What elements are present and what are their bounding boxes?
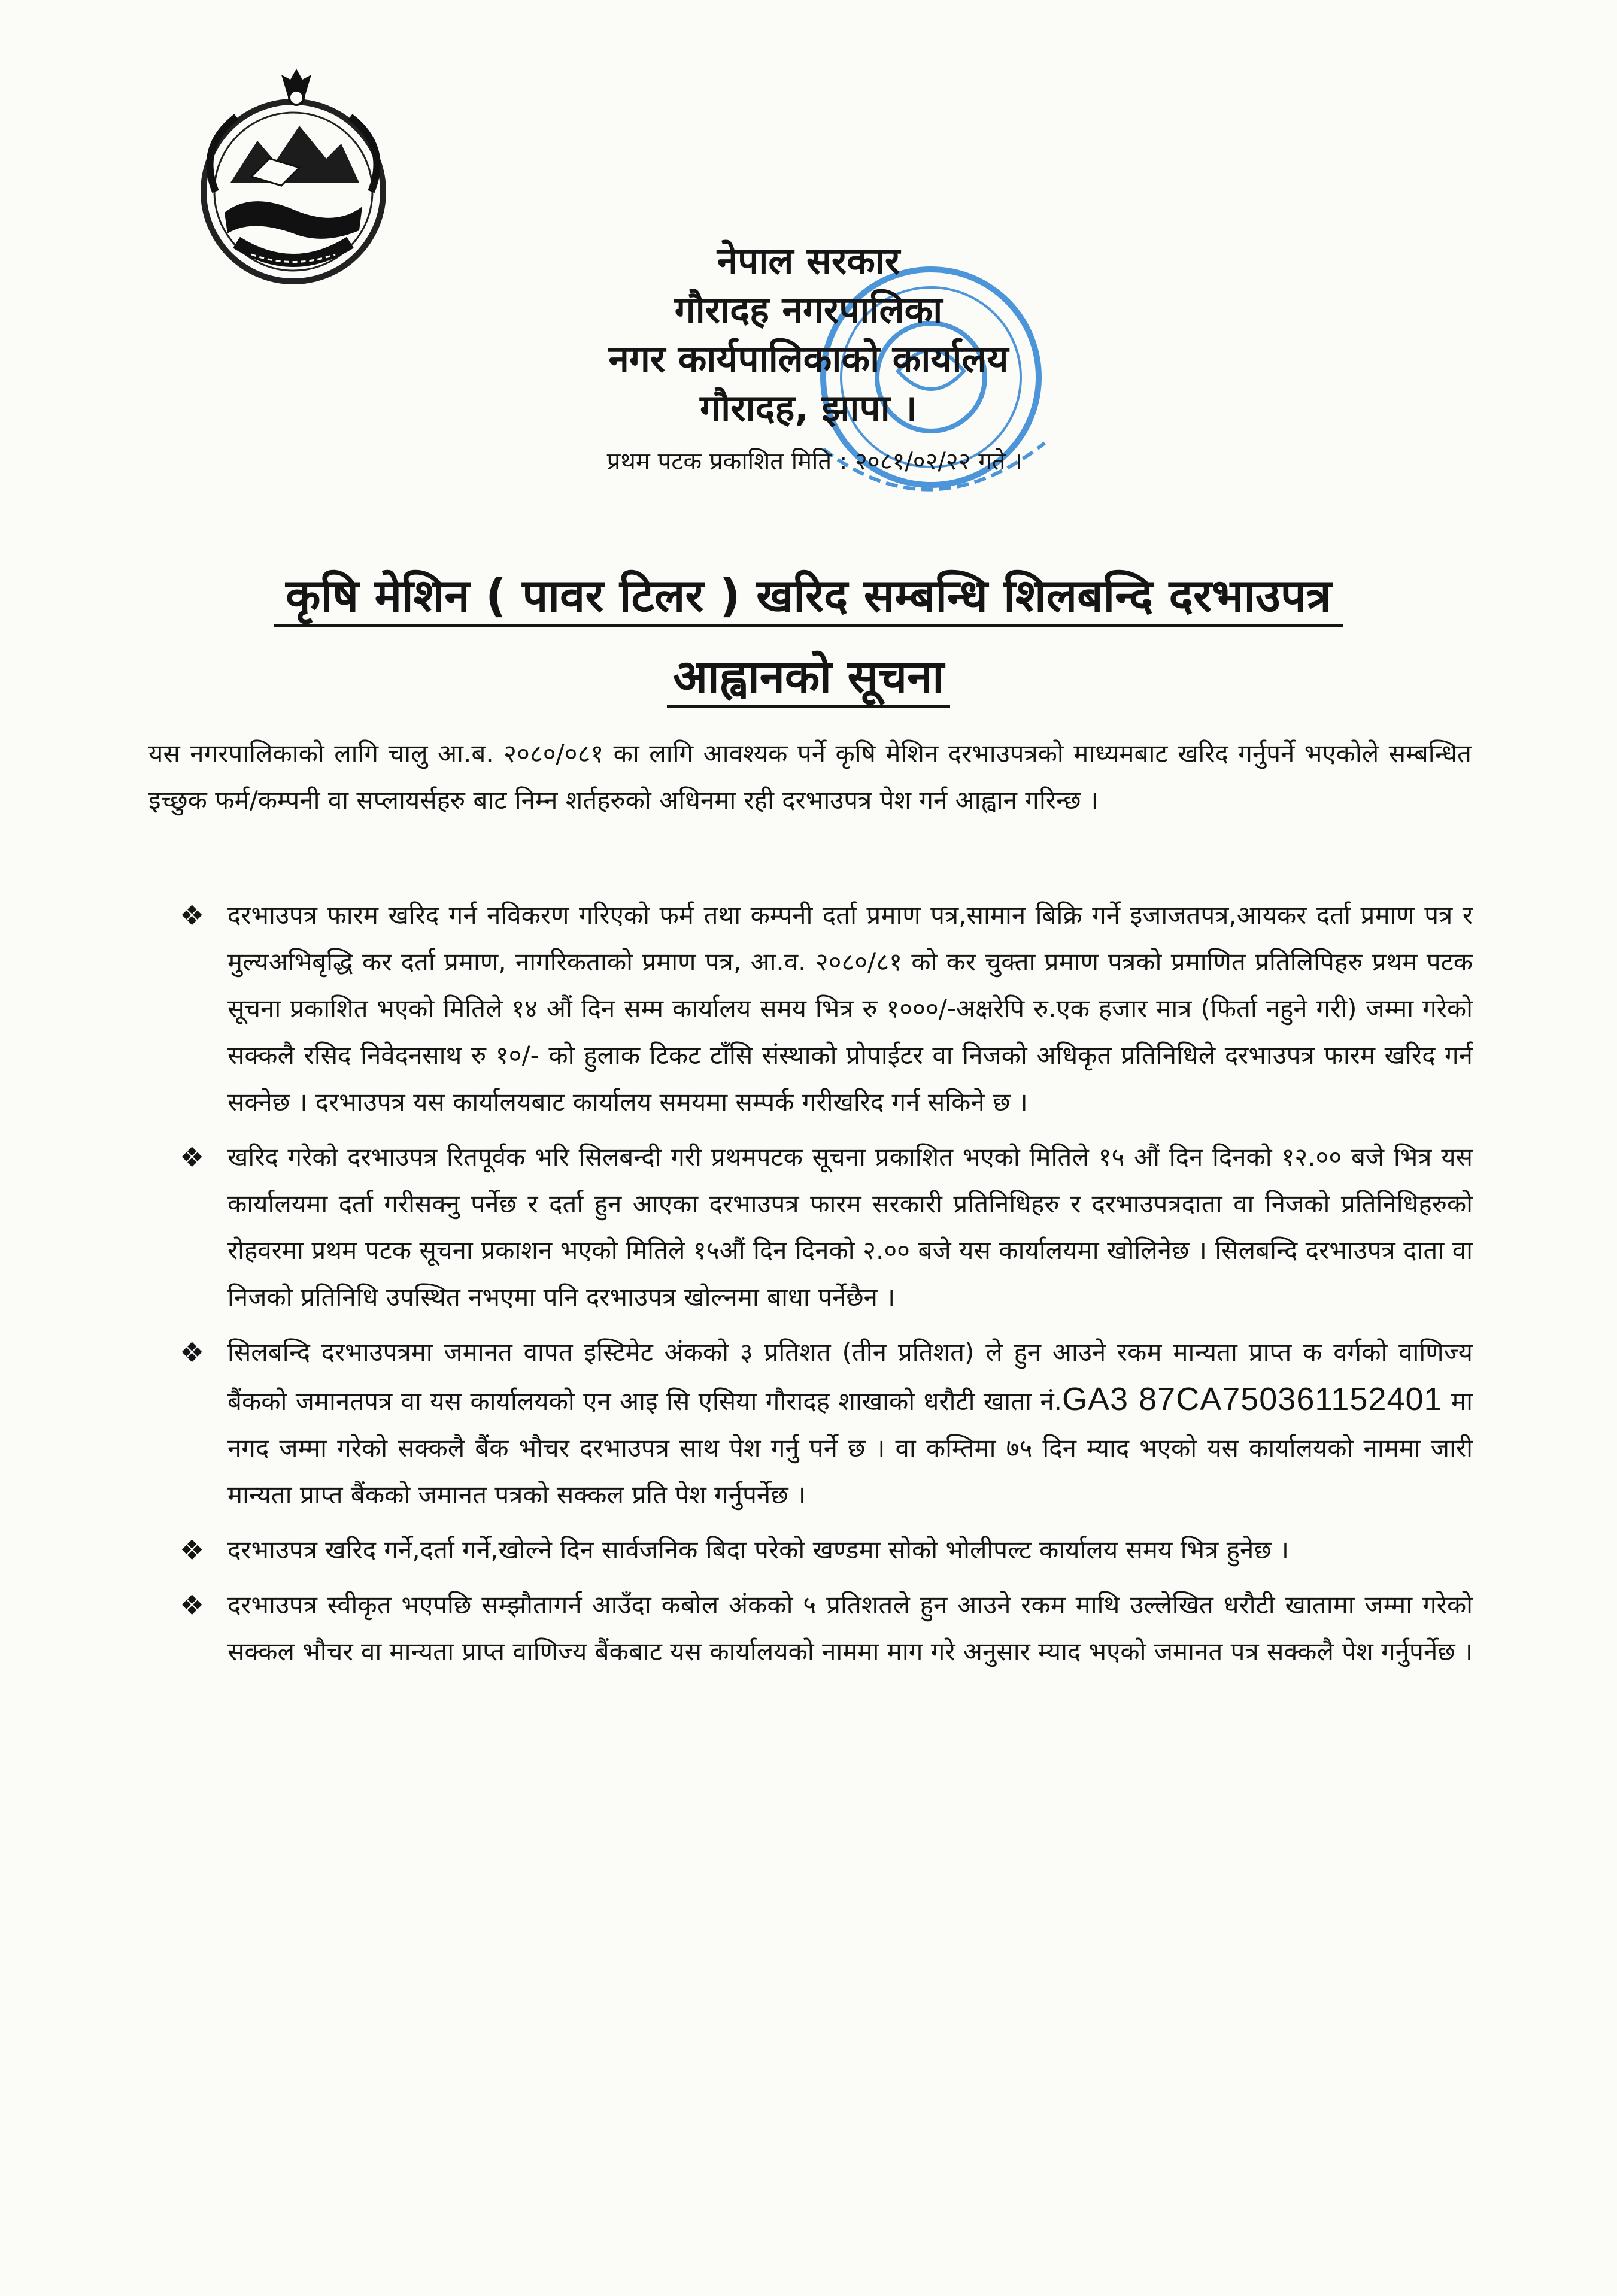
list-item [174, 1527, 1473, 1573]
intro-paragraph: यस नगरपालिकाको लागि चालु आ.ब. २०८०/०८१ का लागि आवश्यक पर्ने कृषि मेशिन दरभाउपत्रको माध्यमबाट खरिद गर्नुपर्ने भएकोले सम्बन्धित इच्छुक फर्म/कम्पनी वा सप्लायर्सहरु बाट निम्न शर्तहरुको अधिनमा रही दरभाउपत्र पेश गर्न आह्वान गरिन्छ । [148, 739, 1472, 815]
clause-text-before-account: सिलबन्दि दरभाउपत्रमा जमानत वापत इस्टिमेट अंकको ३ प्रतिशत (तीन प्रतिशत) ले हुन आउने रकम मान्यता प्राप्त क वर्गको वाणिज्य बैंकको जमानतपत्र वा यस कार्यालयको एन आइ सि एसिया गौरादह शाखाको धरौटी खाता नं. [227, 1337, 1473, 1416]
diamond-bullet-icon: ❖ [180, 1141, 205, 1173]
government-name: नेपाल सरकार [717, 239, 900, 283]
clause-text: दरभाउपत्र स्वीकृत भएपछि सम्झौतागर्न आउँदा कबोल अंकको ५ प्रतिशतले हुन आउने रकम माथि उल्लेखित धरौटी खातामा जम्मा गरेको सक्कल भौचर वा मान्यता प्राप्त वाणिज्य बैंकबाट यस कार्यालयको नाममा माग गरे अनुसार म्याद भएको जमानत पत्र सक्कलै पेश गर्नुपर्नेछ । [227, 1590, 1473, 1666]
list-item [174, 1329, 1473, 1518]
list-item [174, 892, 1473, 1126]
clause-text: दरभाउपत्र फारम खरिद गर्न नविकरण गरिएको फर्म तथा कम्पनी दर्ता प्रमाण पत्र,सामान बिक्रि गर्ने इजाजतपत्र,आयकर दर्ता प्रमाण पत्र र मुल्यअभिबृद्धि कर दर्ता प्रमाण, नागरिकताको प्रमाण पत्र, आ.व. २०८०/८१ को कर चुक्ता प्रमाण पत्रको प्रमाणित प्रतिलिपिहरु प्रथम पटक सूचना प्रकाशित भएको मितिले १४ औं दिन सम्म कार्यालय समय भित्र रु १०००/-अक्षरेपि रु.एक हजार मात्र (फिर्ता नहुने गरी) जम्मा गरेको सक्कलै रसिद निवेदनसाथ रु १०/- को हुलाक टिकट टाँसि संस्थाको प्रोपाईटर वा निजको अधिकृत प्रतिनिधिले दरभाउपत्र फारम खरिद गर्न सक्नेछ । दरभाउपत्र यस कार्यालयबाट कार्यालय समयमा सम्पर्क गरीखरिद गर्न सकिने छ । [227, 900, 1473, 1117]
office-address: गौरादह, झापा । [700, 386, 917, 430]
notice-subtitle [0, 641, 1617, 712]
diamond-bullet-icon: ❖ [180, 1534, 205, 1566]
clause-text: खरिद गरेको दरभाउपत्र रितपूर्वक भरि सिलबन्दी गरी प्रथमपटक सूचना प्रकाशित भएको मितिले १५ औं दिन दिनको १२.०० बजे भित्र यस कार्यालयमा दर्ता गरीसक्नु पर्नेछ र दर्ता हुन आएका दरभाउपत्र फारम सरकारी प्रतिनिधिहरु र दरभाउपत्रदाता वा निजको प्रतिनिधिहरुको रोहवरमा प्रथम पटक सूचना प्रकाशन भएको मितिले १५औं दिन दिनको २.०० बजे यस कार्यालयमा खोलिनेछ । सिलबन्दि दरभाउपत्र दाता वा निजको प्रतिनिधि उपस्थित नभएमा पनि दरभाउपत्र खोल्नमा बाधा पर्नेछैन । [227, 1142, 1473, 1312]
diamond-bullet-icon: ❖ [180, 1336, 205, 1369]
notice-title-line1: कृषि मेशिन ( पावर टिलर ) खरिद सम्बन्धि शिलबन्दि दरभाउपत्र [274, 569, 1343, 627]
list-item [174, 1134, 1473, 1321]
conditions-list [174, 892, 1473, 1684]
publication-date: प्रथम पटक प्रकाशित मिति : २०८१/०२/२२ गते । [606, 448, 1023, 475]
diamond-bullet-icon: ❖ [180, 1589, 205, 1621]
office-name: नगर कार्यपालिकाको कार्यालय [608, 337, 1009, 381]
diamond-bullet-icon: ❖ [180, 899, 205, 932]
list-item [174, 1582, 1473, 1675]
notice-title [0, 560, 1617, 632]
clause-text-after-account: मा नगद जम्मा गरेको सक्कलै बैंक भौचर दरभाउपत्र साथ पेश गर्नु पर्ने छ । वा कम्तिमा ७५ दिन म्याद भएको यस कार्यालयको नाममा जारी मान्यता प्राप्त बैंकको जमानत पत्रको सक्कल प्रति पेश गर्नुपर्नेछ । [227, 1387, 1473, 1509]
clause-text: दरभाउपत्र खरिद गर्ने,दर्ता गर्ने,खोल्ने दिन सार्वजनिक बिदा परेको खण्डमा सोको भोलीपल्ट कार्यालय समय भित्र हुनेछ । [227, 1535, 1290, 1564]
notice-title-line2: आह्वानको सूचना [667, 650, 950, 708]
deposit-account-number: GA3 87CA750361152401 [1062, 1381, 1443, 1417]
letterhead [0, 236, 1617, 486]
municipality-name: गौरादह नगरपालिका [674, 288, 943, 332]
